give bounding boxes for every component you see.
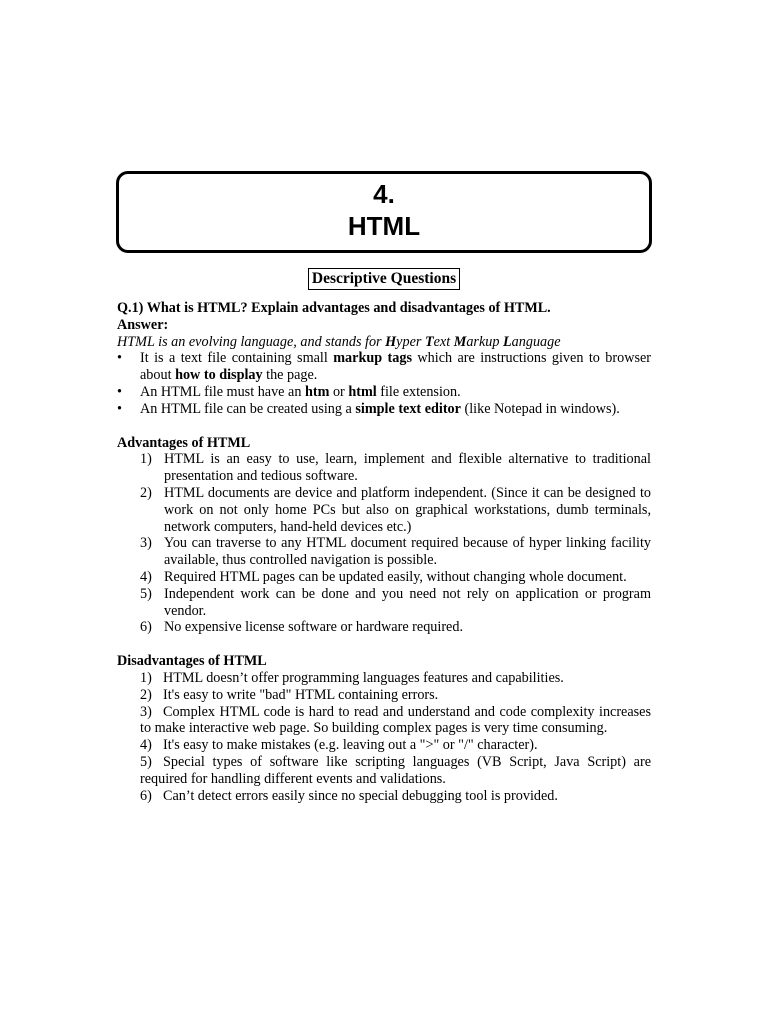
bullet-text: An HTML file can be created using a [140,400,356,417]
advantage-item [117,619,651,636]
item-number: 2) [140,686,152,703]
bullet-item [117,350,651,384]
item-text: Complex HTML code is hard to read and understand and code complexity increases to make interactive web page. So building complex pages is very time consuming. [140,703,651,737]
item-number: 1) [140,451,152,468]
bullet-text: file extension. [376,383,461,400]
section-title-wrap [0,268,768,290]
bullet-text: or [329,383,349,400]
item-text: HTML doesn’t offer programming languages features and capabilities. [163,669,564,686]
item-number: 5) [140,753,152,770]
intro-word-ext: ext [433,333,454,350]
bullet-bold: simple text editor [355,400,461,417]
disadvantage-item [117,737,651,754]
bullet-text: the page. [262,367,318,384]
intro-word-yper: yper [396,333,425,350]
bullet-text: which are instructions given to browser about [140,350,652,384]
item-text: Can’t detect errors easily since no special debugging tool is provided. [163,787,558,804]
disadvantages-list [117,670,651,804]
bullet-item [117,384,651,401]
answer-label: Answer: [117,316,169,333]
disadvantage-item [117,704,651,738]
item-number: 4) [140,568,152,585]
item-text: It's easy to make mistakes (e.g. leaving out a ">" or "/" character). [163,737,538,754]
advantages-list [117,451,651,636]
item-number: 1) [140,669,152,686]
intro-text: HTML is an evolving language, and stands for [117,333,386,350]
bullet-bold: html [348,383,377,400]
disadvantage-item [117,788,651,805]
item-text: HTML documents are device and platform independent. (Since it can be designed to work on not only home PCs but also on graphical workstations, dumb terminals, network computers, hand-held devices etc.) [164,484,651,535]
bullet-text: It is a text file containing small [140,350,334,367]
intro-initial-m: M [453,333,467,350]
disadvantage-item [117,754,651,788]
chapter-title-box [116,171,652,253]
item-text: Special types of software like scripting languages (VB Script, Java Script) are required for handling different events and validations. [140,753,651,787]
item-number: 2) [140,484,152,501]
advantage-item [117,451,651,485]
intro-initial-t: T [424,333,434,350]
bullet-bold: markup tags [333,350,412,367]
item-text: HTML is an easy to use, learn, implement and flexible alternative to traditional presentation and tedious software. [164,451,651,485]
item-number: 5) [140,585,152,602]
disadvantages-heading: Disadvantages of HTML [117,653,267,670]
item-number: 6) [140,787,152,804]
item-number: 6) [140,619,152,636]
advantage-item [117,569,651,586]
intro-initial-h: H [385,333,397,350]
chapter-title: HTML [347,211,421,241]
item-number: 4) [140,737,152,754]
advantage-item [117,586,651,620]
bullet-list [117,350,651,417]
section-title: Descriptive Questions [308,268,460,290]
item-text: Independent work can be done and you need not rely on application or program vendor. [164,585,651,619]
intro-initial-l: L [502,333,512,350]
item-text: No expensive license software or hardware required. [164,619,463,636]
item-number: 3) [140,703,152,720]
disadvantage-item [117,687,651,704]
advantages-heading: Advantages of HTML [117,434,251,451]
intro-word-arkup: arkup [466,333,503,350]
chapter-number: 4. [373,179,395,209]
advantage-item [117,535,651,569]
item-text: You can traverse to any HTML document required because of hyper linking facility available, thus controlled navigation is possible. [164,535,651,569]
intro-word-anguage: anguage [511,333,561,350]
question-text: Q.1) What is HTML? Explain advantages and disadvantages of HTML. [117,300,551,316]
item-text: It's easy to write "bad" HTML containing errors. [163,686,439,703]
disadvantage-item [117,670,651,687]
bullet-text: (like Notepad in windows). [460,400,620,417]
bullet-text: An HTML file must have an [140,383,305,400]
content [117,300,651,804]
item-number: 3) [140,535,152,552]
intro-line [117,334,651,351]
bullet-bold: htm [304,383,330,400]
advantage-item [117,485,651,535]
bullet-item [117,401,651,418]
bullet-bold: how to display [175,367,263,384]
item-text: Required HTML pages can be updated easily, without changing whole document. [164,568,627,585]
